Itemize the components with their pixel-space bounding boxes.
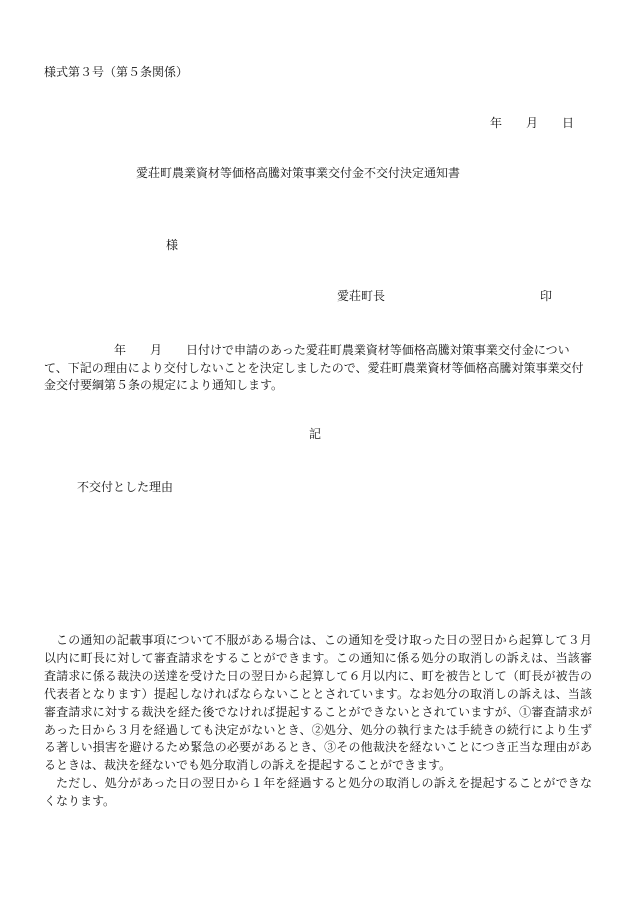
reason-label: 不交付とした理由 [77,480,174,494]
notice-paragraph: この通知の記載事項について不服がある場合は、この通知を受け取った日の翌日から起算して３月以内に町長に対して審査請求をすることができます。この通知に係る処分の取消しの訴えは、当該審査請求に係る裁決の送達を受けた日の翌日から起算して６月以内に、町を被告として（町長が被告の代表者となります）提起しなければならないこととされています。なお処分の取消しの訴えは、当該審査請求に対する裁決を経た後でなければ提起することができないとされていますが、①審査請求があった日から３月を経過しても決定がないとき、②処分、処分の執行または手続きの続行により生ずる著しい損害を避けるため緊急の必要があるとき、③その他裁決を経ないことにつき正当な理由があるときは、裁決を経ないでも処分取消しの訴えを提起することができます。 [44,633,592,773]
date-year-label: 年 [490,116,503,130]
date-day-label: 日 [562,116,575,130]
date-month-label: 月 [526,116,539,130]
date-line [490,117,574,129]
body-text: 日付けで申請のあった愛荘町農業資材等価格高騰対策事業交付金について、下記の理由により交付しないことを決定しましたので、愛荘町農業資材等価格高騰対策事業交付金交付要綱第５条の規定により通知します。 [44,343,584,392]
form-number: 様式第３号（第５条関係） [44,65,189,79]
body-month-label: 月 [150,343,163,357]
seal-mark: 印 [540,289,553,303]
body-year-label: 年 [114,343,127,357]
body-paragraph [44,342,592,395]
document-title: 愛荘町農業資材等価格高騰対策事業交付金不交付決定通知書 [136,166,461,180]
notice-paragraph: ただし、処分があった日の翌日から１年を経過すると処分の取消しの訴えを提起することができなくなります。 [44,776,592,809]
ki-heading: 記 [309,427,322,441]
issuer-name: 愛荘町長 [337,289,386,303]
appeal-notice [44,632,592,811]
addressee-suffix: 様 [166,238,179,252]
